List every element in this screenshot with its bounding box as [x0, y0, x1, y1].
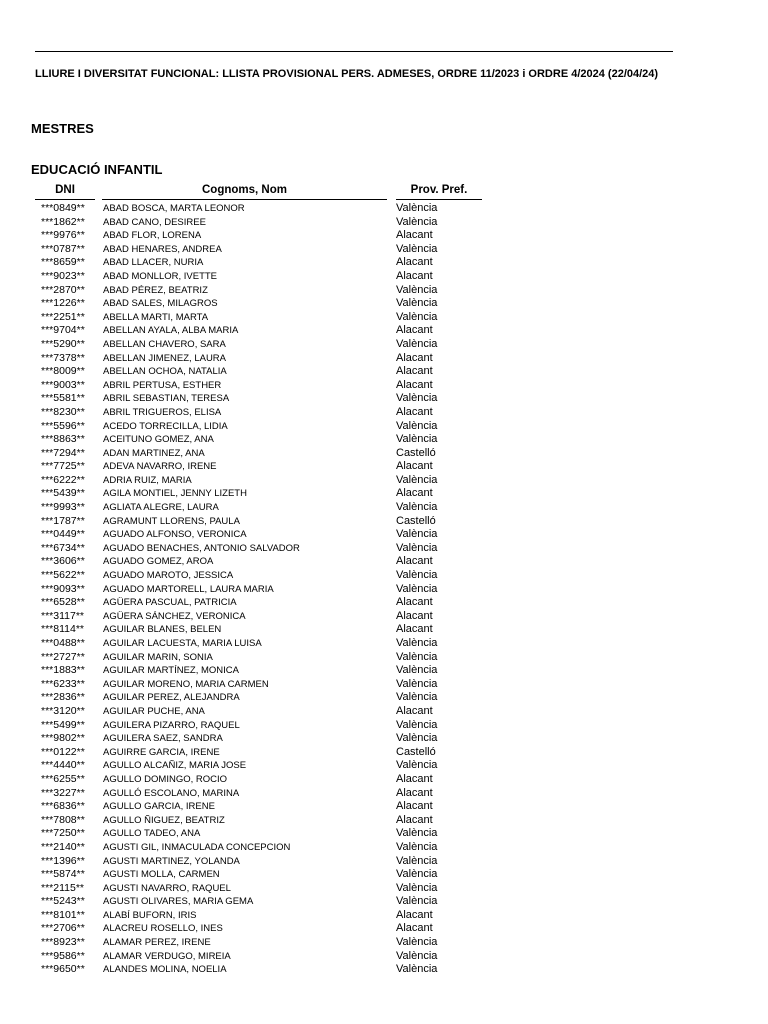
- name-cell: ALACREU ROSELLO, INES: [103, 923, 223, 935]
- dni-cell: ***1883**: [41, 664, 85, 677]
- name-cell: ADRIA RUIZ, MARIA: [103, 474, 192, 486]
- name-cell: AGUILAR MORENO, MARIA CARMEN: [103, 678, 269, 690]
- province-cell: València: [396, 283, 438, 296]
- table-row: [0, 651, 768, 665]
- province-cell: València: [396, 433, 438, 446]
- name-cell: AGULLO TADEO, ANA: [103, 828, 201, 840]
- province-cell: Alacant: [396, 555, 433, 568]
- dni-cell: ***3227**: [41, 786, 85, 799]
- table-row: [0, 324, 768, 338]
- province-cell: València: [396, 840, 438, 853]
- province-cell: València: [396, 215, 438, 228]
- dni-cell: ***7250**: [41, 827, 85, 840]
- province-cell: València: [396, 868, 438, 881]
- table-row: [0, 596, 768, 610]
- dni-cell: ***6255**: [41, 772, 85, 785]
- name-cell: AGULLO ALCAÑIZ, MARIA JOSE: [103, 760, 247, 772]
- column-header-dni: DNI: [55, 184, 75, 196]
- province-cell: Alacant: [396, 609, 433, 622]
- column-header-name: Cognoms, Nom: [202, 184, 287, 196]
- name-cell: AGULLO DOMINGO, ROCIO: [103, 773, 228, 785]
- name-cell: AGUADO MAROTO, JESSICA: [103, 570, 234, 582]
- dni-cell: ***9802**: [41, 732, 85, 745]
- name-cell: AGILA MONTIEL, JENNY LIZETH: [103, 488, 247, 500]
- dni-cell: ***3120**: [41, 704, 85, 717]
- dni-cell: ***4440**: [41, 759, 85, 772]
- dni-cell: ***6233**: [41, 677, 85, 690]
- name-cell: AGUSTI OLIVARES, MARIA GEMA: [103, 896, 254, 908]
- province-cell: València: [396, 392, 438, 405]
- name-cell: ABAD HENARES, ANDREA: [103, 243, 222, 255]
- province-cell: València: [396, 881, 438, 894]
- dni-cell: ***3117**: [41, 609, 85, 622]
- name-cell: AGUSTI NAVARRO, RAQUEL: [103, 882, 231, 894]
- dni-cell: ***5439**: [41, 487, 85, 500]
- name-cell: AGUIRRE GARCIA, IRENE: [103, 746, 220, 758]
- dni-cell: ***0122**: [41, 745, 85, 758]
- header-rule-name: [102, 199, 387, 200]
- province-cell: València: [396, 718, 438, 731]
- name-cell: ABAD SALES, MILAGROS: [103, 298, 218, 310]
- name-cell: AGUILAR LACUESTA, MARIA LUISA: [103, 638, 262, 649]
- province-cell: València: [396, 473, 438, 486]
- name-cell: ALAMAR PEREZ, IRENE: [103, 937, 211, 949]
- province-cell: València: [396, 963, 438, 976]
- name-cell: AGUILAR PEREZ, ALEJANDRA: [103, 692, 240, 704]
- province-cell: Alacant: [396, 351, 433, 364]
- name-cell: ALABÍ BUFORN, IRIS: [103, 909, 197, 921]
- province-cell: València: [396, 759, 438, 772]
- table-row: [0, 392, 768, 406]
- dni-cell: ***9586**: [41, 949, 85, 962]
- dni-cell: ***8863**: [41, 433, 85, 446]
- name-cell: AGUILERA PIZARRO, RAQUEL: [103, 719, 240, 731]
- name-cell: AGUSTI MARTINEZ, YOLANDA: [103, 855, 240, 867]
- table-row: [0, 950, 768, 964]
- dni-cell: ***9976**: [41, 229, 85, 242]
- name-cell: AGÜERA SÁNCHEZ, VERONICA: [103, 610, 246, 622]
- dni-cell: ***2836**: [41, 691, 85, 704]
- dni-cell: ***8230**: [41, 405, 85, 418]
- table-row: [0, 474, 768, 488]
- dni-cell: ***5596**: [41, 419, 85, 432]
- province-cell: València: [396, 337, 438, 350]
- province-cell: València: [396, 677, 438, 690]
- dni-cell: ***7378**: [41, 351, 85, 364]
- column-header-province: Prov. Pref.: [410, 184, 468, 196]
- dni-cell: ***9704**: [41, 324, 85, 337]
- table-row: [0, 555, 768, 569]
- dni-cell: ***9650**: [41, 963, 85, 976]
- table-row: [0, 882, 768, 896]
- name-cell: AGULLO ÑIGUEZ, BEATRIZ: [103, 814, 225, 826]
- table-row: [0, 787, 768, 801]
- name-cell: ACEDO TORRECILLA, LIDIA: [103, 420, 228, 432]
- table-row: [0, 229, 768, 243]
- province-cell: València: [396, 936, 438, 949]
- table-row: [0, 460, 768, 474]
- dni-cell: ***9093**: [41, 582, 85, 595]
- table-row: [0, 637, 768, 651]
- dni-cell: ***7725**: [41, 460, 85, 473]
- name-cell: ABAD PÉREZ, BEATRIZ: [103, 284, 208, 296]
- name-cell: AGUILERA SAEZ, SANDRA: [103, 733, 223, 745]
- province-cell: Alacant: [396, 256, 433, 269]
- name-cell: AGUSTI MOLLA, CARMEN: [103, 869, 220, 881]
- table-row: [0, 759, 768, 773]
- name-cell: ABELLAN OCHOA, NATALIA: [103, 366, 227, 378]
- province-cell: Alacant: [396, 786, 433, 799]
- province-cell: Alacant: [396, 623, 433, 636]
- province-cell: València: [396, 541, 438, 554]
- name-cell: ABRIL TRIGUEROS, ELISA: [103, 406, 222, 418]
- name-cell: ADEVA NAVARRO, IRENE: [103, 461, 217, 473]
- name-cell: ALANDES MOLINA, NOELIA: [103, 964, 227, 976]
- name-cell: ABELLAN CHAVERO, SARA: [103, 338, 226, 350]
- table-row: [0, 746, 768, 760]
- province-cell: Alacant: [396, 365, 433, 378]
- dni-cell: ***5874**: [41, 868, 85, 881]
- dni-cell: ***0787**: [41, 242, 85, 255]
- table-row: [0, 800, 768, 814]
- table-row: [0, 936, 768, 950]
- table-row: [0, 202, 768, 216]
- name-cell: AGUILAR MARIN, SONIA: [103, 651, 213, 663]
- table-row: [0, 868, 768, 882]
- table-row: [0, 610, 768, 624]
- name-cell: AGÜERA PASCUAL, PATRICIA: [103, 597, 237, 609]
- table-row: [0, 501, 768, 515]
- province-cell: València: [396, 732, 438, 745]
- dni-cell: ***7294**: [41, 446, 85, 459]
- name-cell: ABRIL PERTUSA, ESTHER: [103, 379, 222, 391]
- table-row: [0, 406, 768, 420]
- table-row: [0, 773, 768, 787]
- name-cell: ABRIL SEBASTIAN, TERESA: [103, 393, 230, 405]
- province-cell: Alacant: [396, 378, 433, 391]
- dni-cell: ***6528**: [41, 596, 85, 609]
- province-cell: València: [396, 242, 438, 255]
- province-cell: Alacant: [396, 908, 433, 921]
- dni-cell: ***0449**: [41, 528, 85, 541]
- dni-cell: ***8659**: [41, 256, 85, 269]
- dni-cell: ***2706**: [41, 922, 85, 935]
- name-cell: ACEITUNO GOMEZ, ANA: [103, 434, 214, 446]
- admitted-list: [0, 202, 768, 977]
- name-cell: ABAD BOSCA, MARTA LEONOR: [103, 203, 245, 214]
- name-cell: AGUILAR PUCHE, ANA: [103, 705, 205, 717]
- province-cell: Alacant: [396, 772, 433, 785]
- table-row: [0, 338, 768, 352]
- table-row: [0, 623, 768, 637]
- name-cell: AGUILAR BLANES, BELEN: [103, 624, 222, 636]
- dni-cell: ***5581**: [41, 392, 85, 405]
- table-row: [0, 379, 768, 393]
- section-title: MESTRES: [31, 121, 94, 136]
- table-row: [0, 841, 768, 855]
- province-cell: València: [396, 637, 438, 649]
- province-cell: Castelló: [396, 745, 436, 758]
- table-row: [0, 678, 768, 692]
- dni-cell: ***1787**: [41, 514, 85, 527]
- table-row: [0, 732, 768, 746]
- dni-cell: ***9993**: [41, 501, 85, 514]
- name-cell: ABAD CANO, DESIREE: [103, 216, 206, 228]
- province-cell: Alacant: [396, 324, 433, 337]
- province-cell: Alacant: [396, 229, 433, 242]
- province-cell: Alacant: [396, 704, 433, 717]
- table-row: [0, 420, 768, 434]
- province-cell: Alacant: [396, 596, 433, 609]
- dni-cell: ***9023**: [41, 269, 85, 282]
- province-cell: Alacant: [396, 922, 433, 935]
- table-row: [0, 705, 768, 719]
- table-row: [0, 922, 768, 936]
- province-cell: València: [396, 949, 438, 962]
- name-cell: AGUADO BENACHES, ANTONIO SALVADOR: [103, 542, 300, 554]
- table-row: [0, 216, 768, 230]
- name-cell: ABAD FLOR, LORENA: [103, 230, 202, 242]
- name-cell: AGLIATA ALEGRE, LAURA: [103, 502, 219, 514]
- table-row: [0, 433, 768, 447]
- dni-cell: ***6836**: [41, 800, 85, 813]
- province-cell: València: [396, 569, 438, 582]
- province-cell: València: [396, 691, 438, 704]
- province-cell: València: [396, 419, 438, 432]
- province-cell: València: [396, 664, 438, 677]
- table-row: [0, 909, 768, 923]
- table-row: [0, 569, 768, 583]
- table-row: [0, 583, 768, 597]
- name-cell: ALAMAR VERDUGO, MIREIA: [103, 950, 231, 962]
- table-row: [0, 352, 768, 366]
- province-cell: València: [396, 854, 438, 867]
- dni-cell: ***2115**: [41, 881, 85, 894]
- dni-cell: ***2251**: [41, 310, 85, 323]
- dni-cell: ***5622**: [41, 569, 85, 582]
- header-rule-dni: [35, 199, 95, 200]
- table-row: [0, 963, 768, 977]
- province-cell: València: [396, 827, 438, 840]
- dni-cell: ***0488**: [41, 637, 85, 649]
- dni-cell: ***6734**: [41, 541, 85, 554]
- name-cell: ABELLA MARTI, MARTA: [103, 311, 209, 323]
- province-cell: Castelló: [396, 514, 436, 527]
- name-cell: ABAD MONLLOR, IVETTE: [103, 270, 218, 282]
- table-row: [0, 664, 768, 678]
- dni-cell: ***8923**: [41, 936, 85, 949]
- table-row: [0, 243, 768, 257]
- name-cell: AGUADO MARTORELL, LAURA MARIA: [103, 583, 274, 595]
- dni-cell: ***6222**: [41, 473, 85, 486]
- name-cell: AGUADO GOMEZ, AROA: [103, 556, 214, 568]
- table-row: [0, 365, 768, 379]
- province-cell: València: [396, 310, 438, 323]
- name-cell: ADAN MARTINEZ, ANA: [103, 447, 205, 459]
- table-row: [0, 528, 768, 542]
- dni-cell: ***2870**: [41, 283, 85, 296]
- dni-cell: ***2727**: [41, 650, 85, 663]
- table-row: [0, 270, 768, 284]
- dni-cell: ***7808**: [41, 813, 85, 826]
- province-cell: Alacant: [396, 405, 433, 418]
- table-row: [0, 691, 768, 705]
- name-cell: ABELLAN AYALA, ALBA MARIA: [103, 325, 239, 337]
- province-cell: València: [396, 895, 438, 908]
- dni-cell: ***8114**: [41, 623, 85, 636]
- dni-cell: ***1396**: [41, 854, 85, 867]
- dni-cell: ***8009**: [41, 365, 85, 378]
- name-cell: AGULLO GARCIA, IRENE: [103, 801, 215, 813]
- dni-cell: ***2140**: [41, 840, 85, 853]
- name-cell: AGUADO ALFONSO, VERONICA: [103, 529, 247, 541]
- province-cell: València: [396, 582, 438, 595]
- dni-cell: ***3606**: [41, 555, 85, 568]
- table-row: [0, 719, 768, 733]
- table-row: [0, 827, 768, 841]
- table-row: [0, 515, 768, 529]
- table-row: [0, 447, 768, 461]
- table-row: [0, 256, 768, 270]
- province-cell: Alacant: [396, 460, 433, 473]
- dni-cell: ***5290**: [41, 337, 85, 350]
- top-rule: [35, 51, 673, 52]
- dni-cell: ***5499**: [41, 718, 85, 731]
- province-cell: Alacant: [396, 813, 433, 826]
- dni-cell: ***9003**: [41, 378, 85, 391]
- table-row: [0, 542, 768, 556]
- dni-cell: ***1226**: [41, 297, 85, 310]
- subsection-title: EDUCACIÓ INFANTIL: [31, 162, 163, 177]
- table-row: [0, 855, 768, 869]
- name-cell: AGULLÓ ESCOLANO, MARINA: [103, 787, 240, 799]
- name-cell: AGUSTI GIL, INMACULADA CONCEPCION: [103, 841, 291, 853]
- table-row: [0, 814, 768, 828]
- name-cell: ABELLAN JIMENEZ, LAURA: [103, 352, 227, 364]
- name-cell: AGUILAR MARTÍNEZ, MONICA: [103, 665, 240, 677]
- dni-cell: ***0849**: [41, 202, 85, 214]
- table-row: [0, 895, 768, 909]
- province-cell: València: [396, 501, 438, 514]
- header-rule-province: [396, 199, 482, 200]
- name-cell: ABAD LLACER, NURIA: [103, 257, 204, 269]
- dni-cell: ***5243**: [41, 895, 85, 908]
- table-row: [0, 311, 768, 325]
- name-cell: AGRAMUNT LLORENS, PAULA: [103, 515, 240, 527]
- document-title: LLIURE I DIVERSITAT FUNCIONAL: LLISTA PROVISIONAL PERS. ADMESES, ORDRE 11/2023 i ORDRE 4/2024 (22/04/24): [35, 68, 659, 80]
- dni-cell: ***8101**: [41, 908, 85, 921]
- table-row: [0, 297, 768, 311]
- table-row: [0, 284, 768, 298]
- province-cell: València: [396, 297, 438, 310]
- province-cell: València: [396, 650, 438, 663]
- province-cell: València: [396, 202, 438, 214]
- dni-cell: ***1862**: [41, 215, 85, 228]
- table-row: [0, 487, 768, 501]
- province-cell: Alacant: [396, 800, 433, 813]
- province-cell: Alacant: [396, 269, 433, 282]
- province-cell: València: [396, 528, 438, 541]
- province-cell: Castelló: [396, 446, 436, 459]
- province-cell: Alacant: [396, 487, 433, 500]
